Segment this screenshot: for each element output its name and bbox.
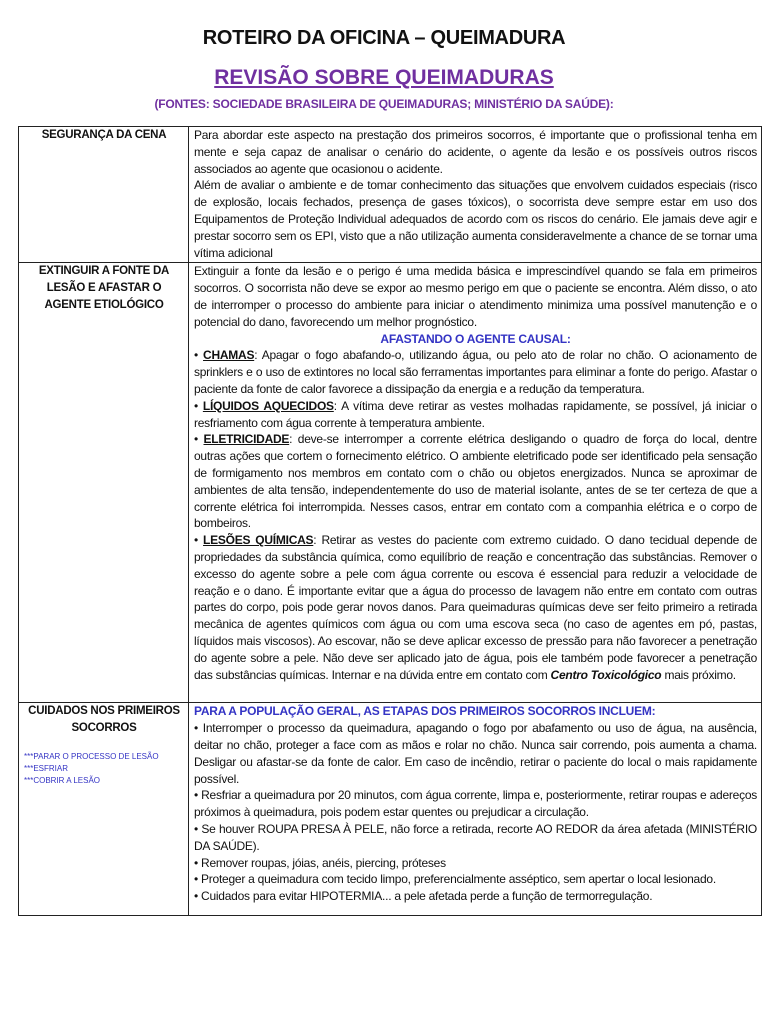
bullet-text: : deve-se interromper a corrente elétrica desligando o quadro de força do local, dentre outras ações que cortem o fornecimento elétrico. O ambiente eletrificado pode ser identificado pela sensação de formigamento nos membros em contato com o chão ou objetos energizados. Nunca se aproximar de ambientes de alta tensão, independentemente do uso de material isolante, antes de se ter certeza de que a corrente elétrica foi interrompida. Nesses casos, entrar em contato com a companhia elétrica e o corpo de bombeiros.	[194, 432, 757, 531]
bullet-term: CHAMAS	[203, 348, 255, 363]
paragraph: Extinguir a fonte da lesão e o perigo é uma medida básica e imprescindível quando se fala em primeiros socorros. O socorrista não deve se expor ao mesmo perigo em que o paciente se encontra. Além disso, o ato de interromper o processo do ambiente para iniciar o atendimento minimiza uma possível manutenção e o potencial do dano, favorecendo um melhor prognóstico.	[194, 264, 757, 329]
document-subtitle	[0, 66, 768, 90]
bullet-text: : Apagar o fogo abafando-o, utilizando água, ou pelo ato de rolar no chão. O acionamento de sprinklers e o uso de extintores no local são ferramentas importantes para eliminar a fonte do perigo. Afastar o paciente da fonte de calor favorece a dissipação da energia e a redução da temperatura.	[194, 348, 757, 396]
bullet-emphasis: Centro Toxicológico	[550, 667, 662, 682]
bullet-term: LÍQUIDOS AQUECIDOS	[202, 398, 334, 413]
bullet-term: LESÕES QUÍMICAS	[203, 533, 314, 548]
side-note: ***PARAR O PROCESSO DE LESÃO	[24, 751, 159, 761]
section-title: AFASTANDO O AGENTE CAUSAL:	[380, 331, 571, 346]
table-row-seguranca	[19, 127, 762, 263]
bullet-tail: mais próximo.	[661, 667, 736, 682]
row-content	[189, 263, 762, 703]
paragraph: Além de avaliar o ambiente e de tomar conhecimento das situações que envolvem cuidados especiais (risco de explosão, locais fechados, presença de gases tóxicos), o socorrista deve sempre estar em uso dos Equipamentos de Proteção Individual adequados de acordo com os riscos do cenário. Ele jamais deve agir e prestar socorro sem os EPI, visto que a não utilização aumenta consideravelmente a chance de se tornar uma vítima adicional	[194, 178, 757, 260]
bullet-text: : Retirar as vestes do paciente com extremo cuidado. O dano tecidual depende de propriedades da substância química, como equilíbrio de reação e concentração das substâncias. Remover o excesso do agente sobre a pele com água corrente ou escova é essencial para reduzir a velocidade de reação e o dano. É importante evitar que a água do processo de lavagem não entre em contato com outras partes do corpo, pois pode gerar novos danos. Para queimaduras químicas deve ser feito primeiro a retirada mecânica de agentes químicos com água ou com uma escova seca (no caso de agentes em pó, pastas, líquidos mais viscosos). Ao escovar, não se deve aplicar excesso de pressão para não favorecer a penetração do agente sobre a pele. Não deve ser aplicado jato de água, pois ele também pode favorecer a penetração das substâncias químicas. Internar e na dúvida entre em contato com	[194, 533, 757, 682]
subtitle-text: REVISÃO SOBRE QUEIMADURAS	[214, 66, 554, 89]
side-notes	[24, 751, 184, 787]
sources-line: (FONTES: SOCIEDADE BRASILEIRA DE QUEIMADURAS; MINISTÉRIO DA SAÚDE):	[154, 97, 614, 111]
bullet-item: • Remover roupas, jóias, anéis, piercing, próteses	[194, 855, 446, 870]
side-note: ***COBRIR A LESÃO	[24, 775, 101, 785]
row-heading: EXTINGUIR A FONTE DA LESÃO E AFASTAR O AGENTE ETIOLÓGICO	[19, 263, 189, 703]
document-title: ROTEIRO DA OFICINA – QUEIMADURA	[202, 27, 566, 49]
row-content	[189, 127, 762, 263]
table-row-extinguir	[19, 263, 762, 703]
bullet-item: • LÍQUIDOS AQUECIDOS: A vítima deve retirar as vestes molhadas rapidamente, se possível, já iniciar o resfriamento com água corrente à temperatura ambiente.	[194, 398, 757, 430]
bullet-item: • Se houver ROUPA PRESA À PELE, não force a retirada, recorte AO REDOR da área afetada (MINISTÉRIO DA SAÚDE).	[194, 821, 757, 853]
bullet-term: ELETRICIDADE	[203, 432, 290, 447]
bullet-item: • ELETRICIDADE: deve-se interromper a corrente elétrica desligando o quadro de força do local, dentre outras ações que cortem o fornecimento elétrico. O ambiente eletrificado pode ser identificado pela sensação de formigamento nos membros em contato com o chão ou objetos energizados. Nunca se aproximar de ambientes de alta tensão, independentemente do uso de material isolante, antes de se ter certeza de que a corrente elétrica foi interrompida. Nesses casos, entrar em contato com a companhia elétrica e o corpo de bombeiros.	[194, 432, 757, 531]
row-heading-cell	[19, 703, 189, 916]
row-content	[189, 703, 762, 916]
bullet-item: • LESÕES QUÍMICAS: Retirar as vestes do paciente com extremo cuidado. O dano tecidual depende de propriedades da substância química, como equilíbrio de reação e concentração das substâncias. Remover o excesso do agente sobre a pele com água corrente ou escova é essencial para reduzir a velocidade de reação e o dano. É importante evitar que a água do processo de lavagem não entre em contato com outras partes do corpo, pois pode gerar novos danos. Para queimaduras químicas deve ser feito primeiro a retirada mecânica de agentes químicos com água ou com uma escova seca (no caso de agentes em pó, pastas, líquidos mais viscosos). Ao escovar, não se deve aplicar excesso de pressão para não favorecer a penetração do agente sobre a pele. Não deve ser aplicado jato de água, pois ele também pode favorecer a penetração das substâncias químicas. Internar e na dúvida entre em contato com Centro Toxicológico mais próximo.	[194, 533, 757, 682]
table-row-cuidados	[19, 703, 762, 916]
bullet-item: • Cuidados para evitar HIPOTERMIA... a pele afetada perde a função de termorregulação.	[194, 889, 653, 904]
bullet-item: • Resfriar a queimadura por 20 minutos, com água corrente, limpa e, posteriormente, retirar roupas e adereços próximos à queimadura, pois podem estar quentes ou prejudicar a circulação.	[194, 788, 757, 820]
bullet-item: • Proteger a queimadura com tecido limpo, preferencialmente asséptico, sem apertar o local lesionado.	[194, 872, 716, 887]
row-heading: CUIDADOS NOS PRIMEIROS SOCORROS	[28, 705, 180, 735]
section-title: PARA A POPULAÇÃO GERAL, AS ETAPAS DOS PRIMEIROS SOCORROS INCLUEM:	[194, 704, 656, 719]
bullet-item: • CHAMAS: Apagar o fogo abafando-o, utilizando água, ou pelo ato de rolar no chão. O acionamento de sprinklers e o uso de extintores no local são ferramentas importantes para eliminar a fonte do perigo. Afastar o paciente da fonte de calor favorece a dissipação da energia e a redução da temperatura.	[194, 348, 757, 396]
side-note: ***ESFRIAR	[24, 763, 69, 773]
bullet-text: : A vítima deve retirar as vestes molhadas rapidamente, se possível, já iniciar o resfriamento com água corrente à temperatura ambiente.	[194, 398, 757, 430]
paragraph: Para abordar este aspecto na prestação dos primeiros socorros, é importante que o profissional tenha em mente e seja capaz de analisar o cenário do acidente, o agente da lesão e os possíveis outros riscos associados ao agente que ocasionou o acidente.	[194, 128, 757, 176]
bullet-item: • Interromper o processo da queimadura, apagando o fogo por abafamento ou uso de água, na ausência, deitar no chão, proteger a face com as mãos e rolar no chão. Nunca sair correndo, pois aumenta a chama. Desligar ou afastar-se da fonte de calor. Em caso de incêndio, retirar o paciente do local o mais rapidamente possível.	[194, 721, 757, 786]
content-table	[18, 126, 762, 916]
row-heading: SEGURANÇA DA CENA	[19, 127, 189, 263]
